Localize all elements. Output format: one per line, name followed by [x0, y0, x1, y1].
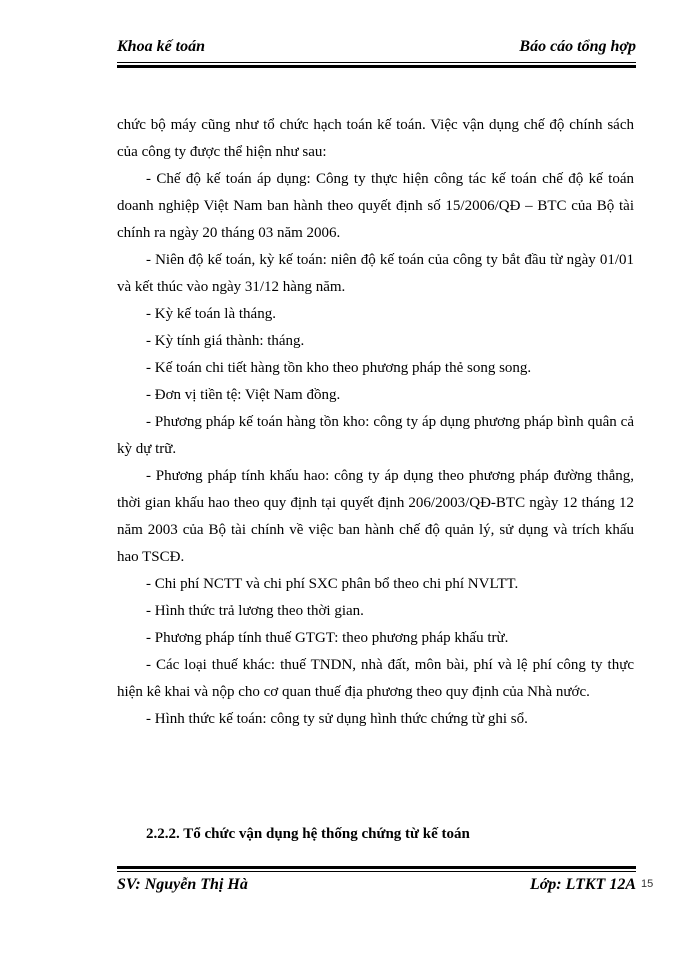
paragraph: - Đơn vị tiền tệ: Việt Nam đồng. — [146, 387, 341, 403]
header-department: Khoa kế toán — [117, 38, 206, 55]
page-number: 15 — [641, 878, 654, 890]
footer-rule-thick — [117, 866, 636, 869]
paragraph: - Niên độ kế toán, kỳ kế toán: niên độ kế toán của công ty bắt đầu từ ngày 01/01 và kết thúc vào ngày 31/12 hàng năm. — [117, 252, 634, 295]
page-footer — [117, 866, 636, 906]
body-text — [117, 112, 634, 733]
paragraph: - Hình thức trả lương theo thời gian. — [146, 603, 364, 619]
paragraph: - Chế độ kế toán áp dụng: Công ty thực hiện công tác kế toán chế độ kế toán doanh nghiệp Việt Nam ban hành theo quyết định số 15/2006/QĐ – BTC của Bộ tài chính ra ngày 20 tháng 03 năm 2006. — [117, 171, 634, 241]
footer-student-name: SV: Nguyễn Thị Hà — [117, 876, 248, 893]
paragraph: - Phương pháp kế toán hàng tồn kho: công ty áp dụng phương pháp bình quân cả kỳ dự trữ. — [117, 414, 634, 457]
paragraph: - Phương pháp tính khấu hao: công ty áp dụng theo phương pháp đường thẳng, thời gian khấu hao theo quy định tại quyết định 206/2003/QĐ-BTC ngày 12 tháng 12 năm 2003 của Bộ tài chính về việc ban hành chế độ quản lý, sử dụng và trích khấu hao TSCĐ. — [117, 468, 634, 565]
paragraph: - Kỳ kế toán là tháng. — [146, 306, 276, 322]
page-header — [117, 38, 636, 68]
header-rule-thin — [117, 62, 636, 63]
footer-rule-thin — [117, 871, 636, 872]
paragraph: - Các loại thuế khác: thuế TNDN, nhà đất, môn bài, phí và lệ phí công ty thực hiện kê khai và nộp cho cơ quan thuế địa phương theo quy định của Nhà nước. — [117, 657, 634, 700]
footer-class: Lớp: LTKT 12A — [529, 876, 636, 893]
paragraph: - Hình thức kế toán: công ty sử dụng hình thức chứng từ ghi sổ. — [146, 711, 528, 727]
paragraph: - Phương pháp tính thuế GTGT: theo phương pháp khấu trừ. — [146, 630, 509, 646]
paragraph: chức bộ máy cũng như tổ chức hạch toán kế toán. Việc vận dụng chế độ chính sách của công ty được thể hiện như sau: — [117, 117, 634, 160]
paragraph: - Kỳ tính giá thành: tháng. — [146, 333, 305, 349]
paragraph: - Chi phí NCTT và chi phí SXC phân bổ theo chi phí NVLTT. — [146, 576, 519, 592]
section-heading: 2.2.2. Tổ chức vận dụng hệ thống chứng từ kế toán — [146, 826, 470, 842]
header-report-title: Báo cáo tổng hợp — [519, 38, 636, 55]
paragraph: - Kế toán chi tiết hàng tồn kho theo phương pháp thẻ song song. — [146, 360, 532, 376]
header-rule-thick — [117, 65, 636, 68]
